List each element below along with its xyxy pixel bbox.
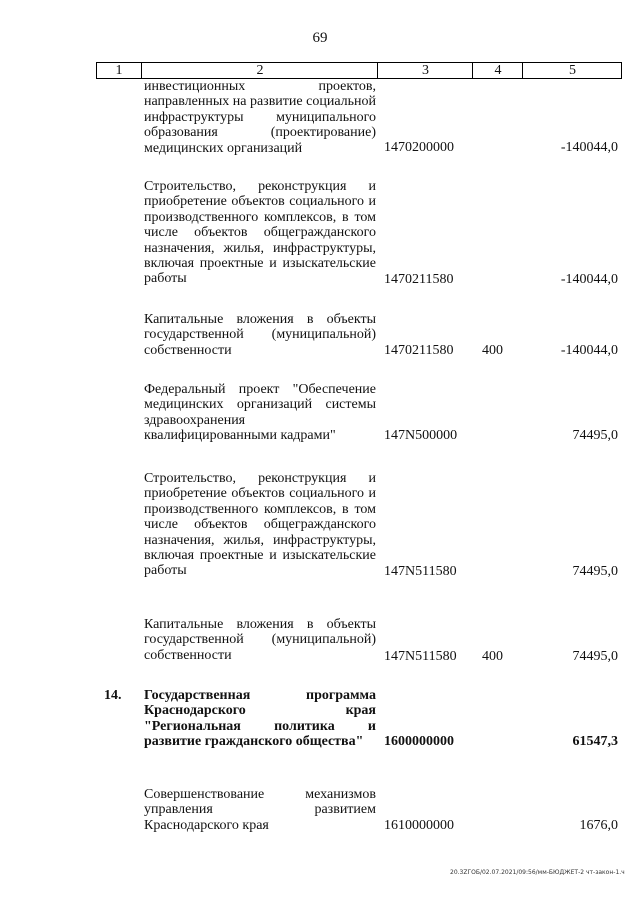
page-number: 69 — [312, 30, 328, 46]
row-amount: -140044,0 — [560, 272, 618, 287]
row-description: Капитальные вложения в объекты государственной (муниципальной) собственности — [144, 617, 376, 663]
row-description: Федеральный проект "Обеспечение медицинских организаций системы здравоохранения квалифицированными кадрами" — [144, 382, 376, 444]
row-description: Совершенствование механизмов управления развитием Краснодарского края — [144, 787, 376, 833]
row-amount: 74495,0 — [572, 564, 618, 579]
header-col-2: 2 — [141, 63, 378, 78]
row-code: 1470211580 — [384, 272, 454, 287]
footer-stamp: 20.3ZГОБ/02.07.2021/09:56/мм-БЮДЖЕТ-2 чт-закон-1.ч — [450, 869, 625, 876]
row-code: 147N500000 — [384, 428, 458, 443]
row-description: Строительство, реконструкция и приобретение объектов социального и производственного комплексов, в том числе объектов общегражданского назначения, жилья, инфраструктуры, включая проектные и изыскательские работы — [144, 471, 376, 579]
header-col-3: 3 — [377, 63, 473, 78]
row-description: Строительство, реконструкция и приобретение объектов социального и производственного комплексов, в том числе объектов общегражданского назначения, жилья, инфраструктуры, включая проектные и изыскательские работы — [144, 179, 376, 287]
row-amount: -140044,0 — [560, 343, 618, 358]
row-code: 1470211580 — [384, 343, 454, 358]
row-code: 1610000000 — [384, 818, 454, 833]
row-code: 147N511580 — [384, 649, 457, 664]
section-number: 14. — [104, 688, 122, 703]
row-code: 1470200000 — [384, 140, 454, 155]
header-col-5: 5 — [522, 63, 622, 78]
row-amount: 74495,0 — [572, 428, 618, 443]
budget-table — [96, 62, 622, 833]
row-description: инвестиционных проектов, направленных на развитие социальной инфраструктуры муниципального образования (проектирование) медицинских организаций — [144, 79, 377, 156]
section-code: 1600000000 — [384, 734, 454, 749]
section-amount: 61547,3 — [572, 734, 618, 749]
header-col-4: 4 — [472, 63, 523, 78]
row-description: Капитальные вложения в объекты государственной (муниципальной) собственности — [144, 312, 376, 358]
row-amount: 74495,0 — [572, 649, 618, 664]
section-title: Государственная программа Краснодарского края "Региональная политика и развитие гражданского общества" — [144, 688, 376, 750]
row-amount: 1676,0 — [579, 818, 618, 833]
table-header — [96, 62, 622, 79]
row-expense-type: 400 — [482, 343, 503, 358]
row-amount: -140044,0 — [560, 140, 618, 155]
row-expense-type: 400 — [482, 649, 503, 664]
header-col-1: 1 — [115, 63, 123, 78]
row-code: 147N511580 — [384, 564, 457, 579]
